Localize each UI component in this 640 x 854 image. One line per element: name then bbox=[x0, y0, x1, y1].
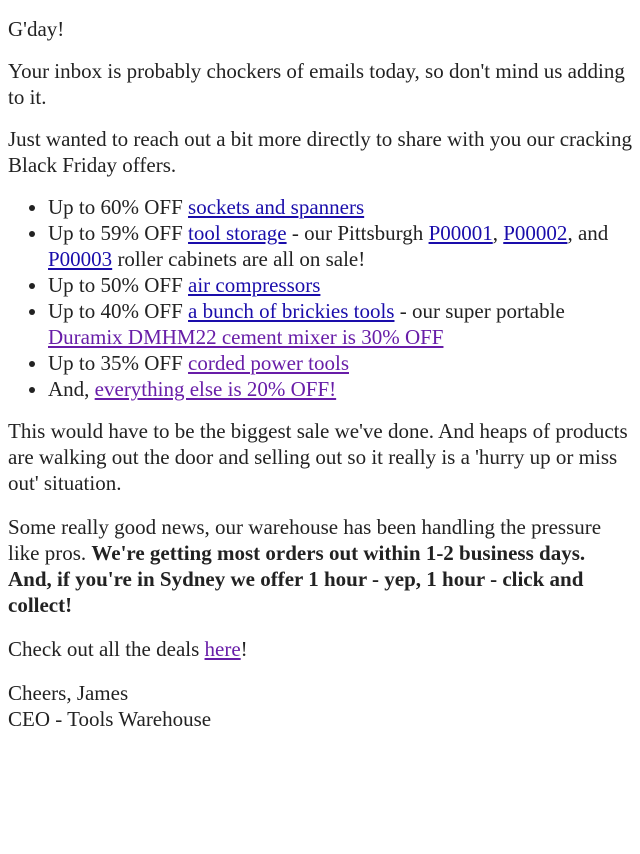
air-compressors-link[interactable]: air compressors bbox=[188, 273, 321, 297]
intro-paragraph: Your inbox is probably chockers of emails today, so don't mind us adding to it. bbox=[8, 59, 625, 109]
offer-prefix: And, bbox=[48, 377, 95, 401]
offer-prefix: Up to 40% OFF bbox=[48, 299, 189, 323]
offers-intro-paragraph: Just wanted to reach out a bit more directly to share with you our cracking Black Friday offers. bbox=[8, 127, 632, 177]
deals-here-link[interactable]: here bbox=[204, 637, 241, 661]
news-paragraph bbox=[8, 514, 632, 618]
news-plain-text: Some really good news, our warehouse has been handling the pressure like pros. bbox=[8, 515, 602, 565]
offer-item-everything-else bbox=[48, 376, 632, 402]
offer-item-tool-storage bbox=[48, 220, 632, 272]
brickies-tools-link[interactable]: a bunch of brickies tools bbox=[188, 299, 395, 323]
offer-mid-text: - our Pittsburgh bbox=[286, 221, 429, 245]
cta-suffix: ! bbox=[240, 637, 248, 661]
tool-storage-link[interactable]: tool storage bbox=[188, 221, 287, 245]
corded-power-tools-link[interactable]: corded power tools bbox=[188, 351, 349, 375]
cta-paragraph bbox=[8, 636, 632, 662]
offer-item-corded-power-tools bbox=[48, 350, 632, 376]
offers-list bbox=[8, 194, 632, 402]
offer-suffix: roller cabinets are all on sale! bbox=[112, 247, 366, 271]
greeting: G'day! bbox=[8, 17, 65, 41]
offer-mid-text: - our super portable bbox=[394, 299, 565, 323]
product-p00002-link[interactable]: P00002 bbox=[503, 221, 568, 245]
signoff-line: Cheers, James bbox=[8, 681, 129, 705]
offer-item-sockets bbox=[48, 194, 632, 220]
everything-else-link[interactable]: everything else is 20% OFF! bbox=[94, 377, 337, 401]
offer-prefix: Up to 35% OFF bbox=[48, 351, 189, 375]
cta-prefix: Check out all the deals bbox=[8, 637, 205, 661]
offer-item-brickies-tools bbox=[48, 298, 632, 350]
offer-separator: , and bbox=[567, 221, 609, 245]
product-p00001-link[interactable]: P00001 bbox=[428, 221, 493, 245]
signature bbox=[8, 680, 632, 732]
product-p00003-link[interactable]: P00003 bbox=[48, 247, 113, 271]
offer-prefix: Up to 60% OFF bbox=[48, 195, 189, 219]
sockets-and-spanners-link[interactable]: sockets and spanners bbox=[188, 195, 365, 219]
offer-prefix: Up to 50% OFF bbox=[48, 273, 189, 297]
cement-mixer-link[interactable]: Duramix DMHM22 cement mixer is 30% OFF bbox=[48, 325, 444, 349]
offer-prefix: Up to 59% OFF bbox=[48, 221, 189, 245]
offer-item-air-compressors bbox=[48, 272, 632, 298]
offer-separator: , bbox=[492, 221, 504, 245]
signoff-title: CEO - Tools Warehouse bbox=[8, 707, 212, 731]
news-bold-text: We're getting most orders out within 1-2 business days. And, if you're in Sydney we offer 1 hour - yep, 1 hour - click and collect! bbox=[8, 541, 586, 617]
sale-paragraph: This would have to be the biggest sale we've done. And heaps of products are walking out the door and selling out so it really is a 'hurry up or miss out' situation. bbox=[8, 419, 628, 495]
